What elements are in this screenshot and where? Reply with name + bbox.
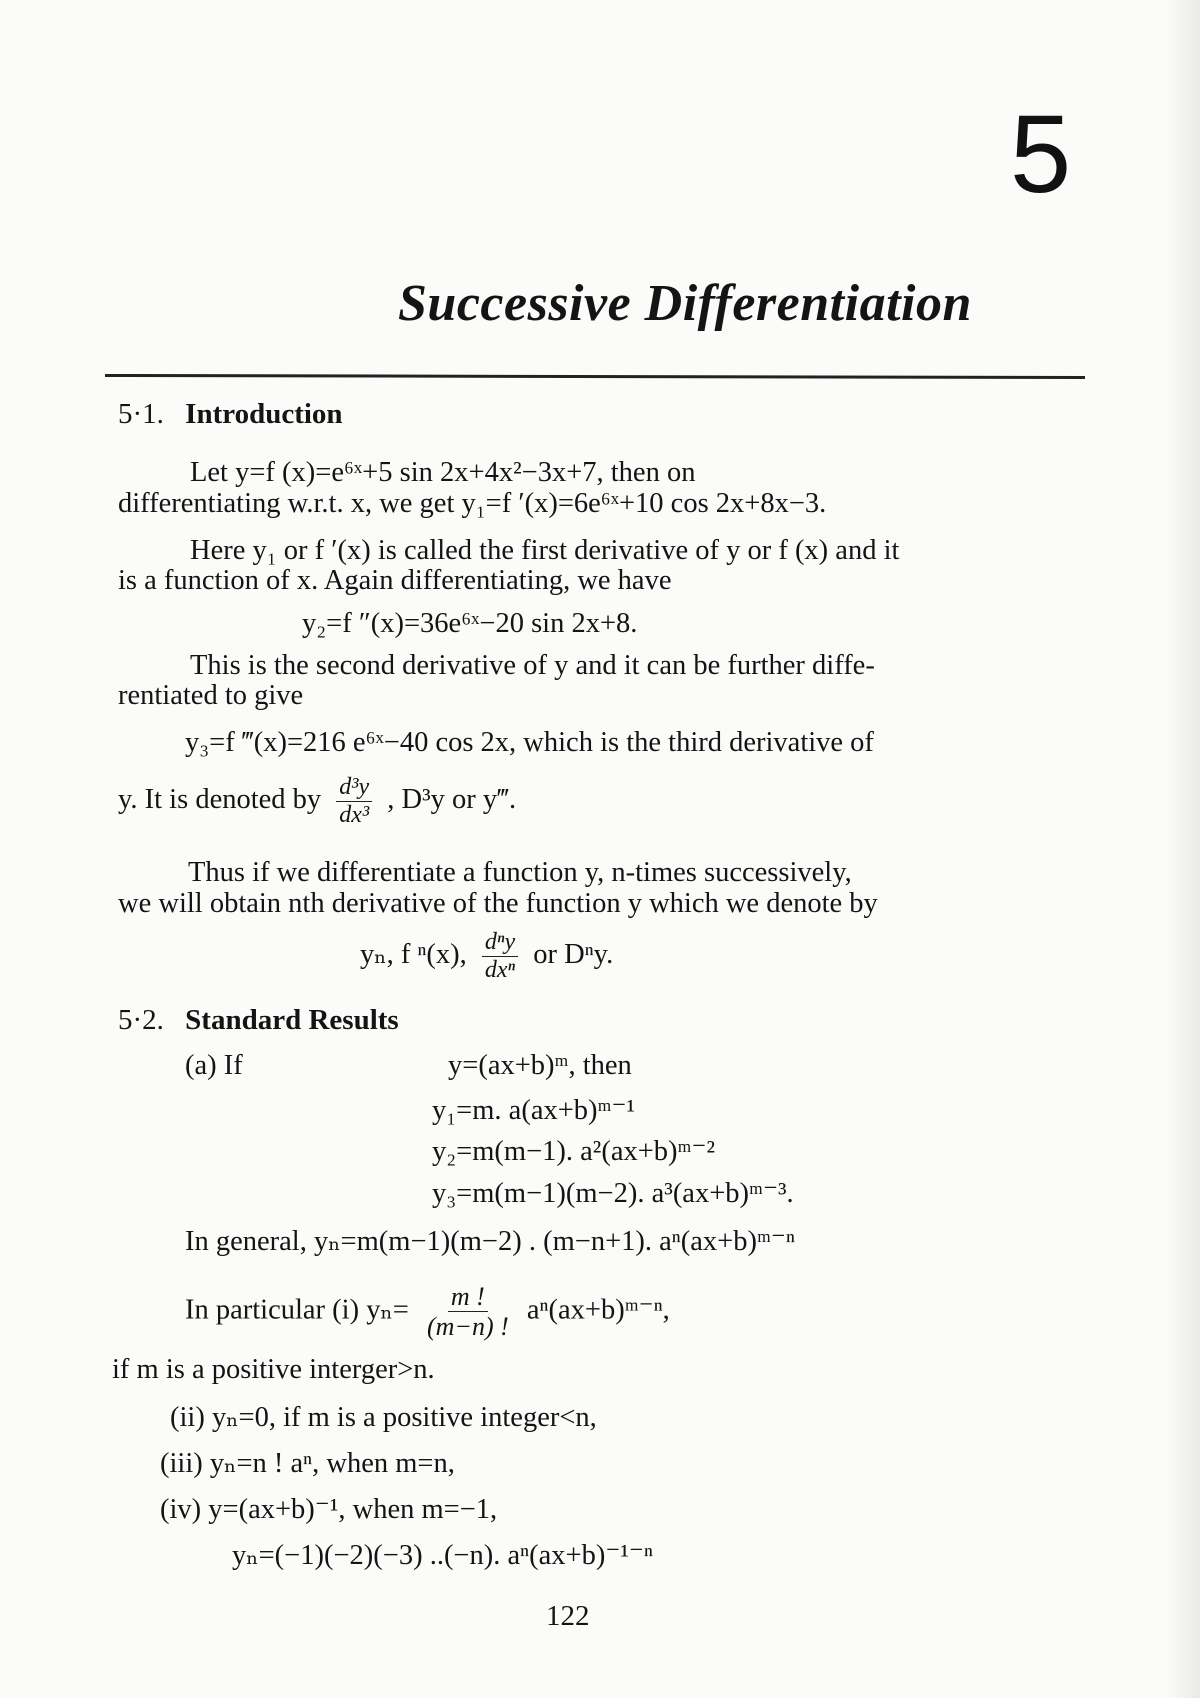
particular-pre: In particular (i) yₙ= — [185, 1294, 409, 1326]
nth-notation-post: or Dⁿy. — [533, 939, 614, 971]
particular-case-iv: (iv) y=(ax+b)⁻¹, when m=−1, — [160, 1494, 498, 1525]
fraction-numerator: d³y — [336, 775, 372, 802]
title-rule — [105, 374, 1085, 379]
dny-fraction — [482, 930, 518, 983]
particular-case-iii: (iii) yₙ=n ! aⁿ, when m=n, — [160, 1448, 455, 1479]
fraction-numerator: dⁿy — [482, 930, 518, 957]
fraction-denominator: (m−n) ! — [426, 1312, 509, 1342]
fraction-denominator: dx³ — [339, 802, 370, 829]
intro-line-1: Let y=f (x)=e⁶ˣ+5 sin 2x+4x²−3x+7, then on — [190, 457, 696, 488]
intro-line-11: we will obtain nth derivative of the function y which we denote by — [118, 888, 878, 919]
intro-line-3: Here y₁ or f ′(x) is called the first derivative of y or f (x) and it — [190, 535, 900, 566]
intro-line-2: differentiating w.r.t. x, we get y₁=f ′(x)=6e⁶ˣ+10 cos 2x+8x−3. — [118, 488, 827, 519]
case-a-eq-3: y₂=m(m−1). a²(ax+b)ᵐ⁻² — [432, 1136, 716, 1167]
page-edge-shadow — [1168, 0, 1200, 1698]
intro-line-6: This is the second derivative of y and it can be further diffe- — [190, 650, 875, 681]
case-a-eq-1: y=(ax+b)ᵐ, then — [448, 1050, 632, 1081]
condition-line: if m is a positive interger>n. — [112, 1354, 435, 1385]
nth-notation-pre: yₙ, f ⁿ(x), — [360, 939, 467, 971]
case-a-eq-2: y₁=m. a(ax+b)ᵐ⁻¹ — [432, 1095, 636, 1126]
second-derivative-eq: y₂=f ″(x)=36e⁶ˣ−20 sin 2x+8. — [302, 608, 638, 639]
d3y-fraction — [336, 775, 372, 828]
case-a-label: (a) If — [185, 1050, 243, 1081]
chapter-title: Successive Differentiation — [398, 275, 972, 332]
section-number: 5·2. — [118, 1004, 164, 1036]
page-number: 122 — [546, 1600, 590, 1632]
factorial-fraction — [424, 1283, 512, 1341]
notation-line — [118, 775, 516, 828]
section-title: Introduction — [185, 398, 343, 430]
particular-case-i — [185, 1283, 670, 1341]
particular-case-ii: (ii) yₙ=0, if m is a positive integer<n, — [170, 1402, 597, 1433]
nth-notation-line — [360, 930, 613, 983]
section-heading-standard-results — [118, 1004, 399, 1037]
intro-line-4: is a function of x. Again differentiating, we have — [118, 565, 672, 596]
section-number: 5·1. — [118, 398, 164, 430]
intro-line-7: rentiated to give — [118, 680, 304, 711]
chapter-number: 5 — [1010, 93, 1072, 216]
notation-post: , D³y or y‴. — [387, 784, 517, 816]
fraction-denominator: dxⁿ — [484, 957, 516, 984]
case-a-eq-4: y₃=m(m−1)(m−2). a³(ax+b)ᵐ⁻³. — [432, 1178, 794, 1209]
section-title: Standard Results — [185, 1004, 399, 1036]
fraction-numerator: m ! — [448, 1283, 488, 1312]
notation-pre: y. It is denoted by — [118, 784, 322, 816]
particular-post: aⁿ(ax+b)ᵐ⁻ⁿ, — [526, 1294, 670, 1326]
general-formula: In general, yₙ=m(m−1)(m−2) . (m−n+1). aⁿ(ax+b)ᵐ⁻ⁿ — [185, 1226, 795, 1257]
section-heading-introduction — [118, 398, 343, 431]
particular-case-iv-result: yₙ=(−1)(−2)(−3) ..(−n). aⁿ(ax+b)⁻¹⁻ⁿ — [232, 1540, 653, 1571]
third-derivative-eq: y₃=f ‴(x)=216 e⁶ˣ−40 cos 2x, which is the third derivative of — [185, 727, 874, 758]
intro-line-10: Thus if we differentiate a function y, n-times successively, — [188, 857, 852, 888]
